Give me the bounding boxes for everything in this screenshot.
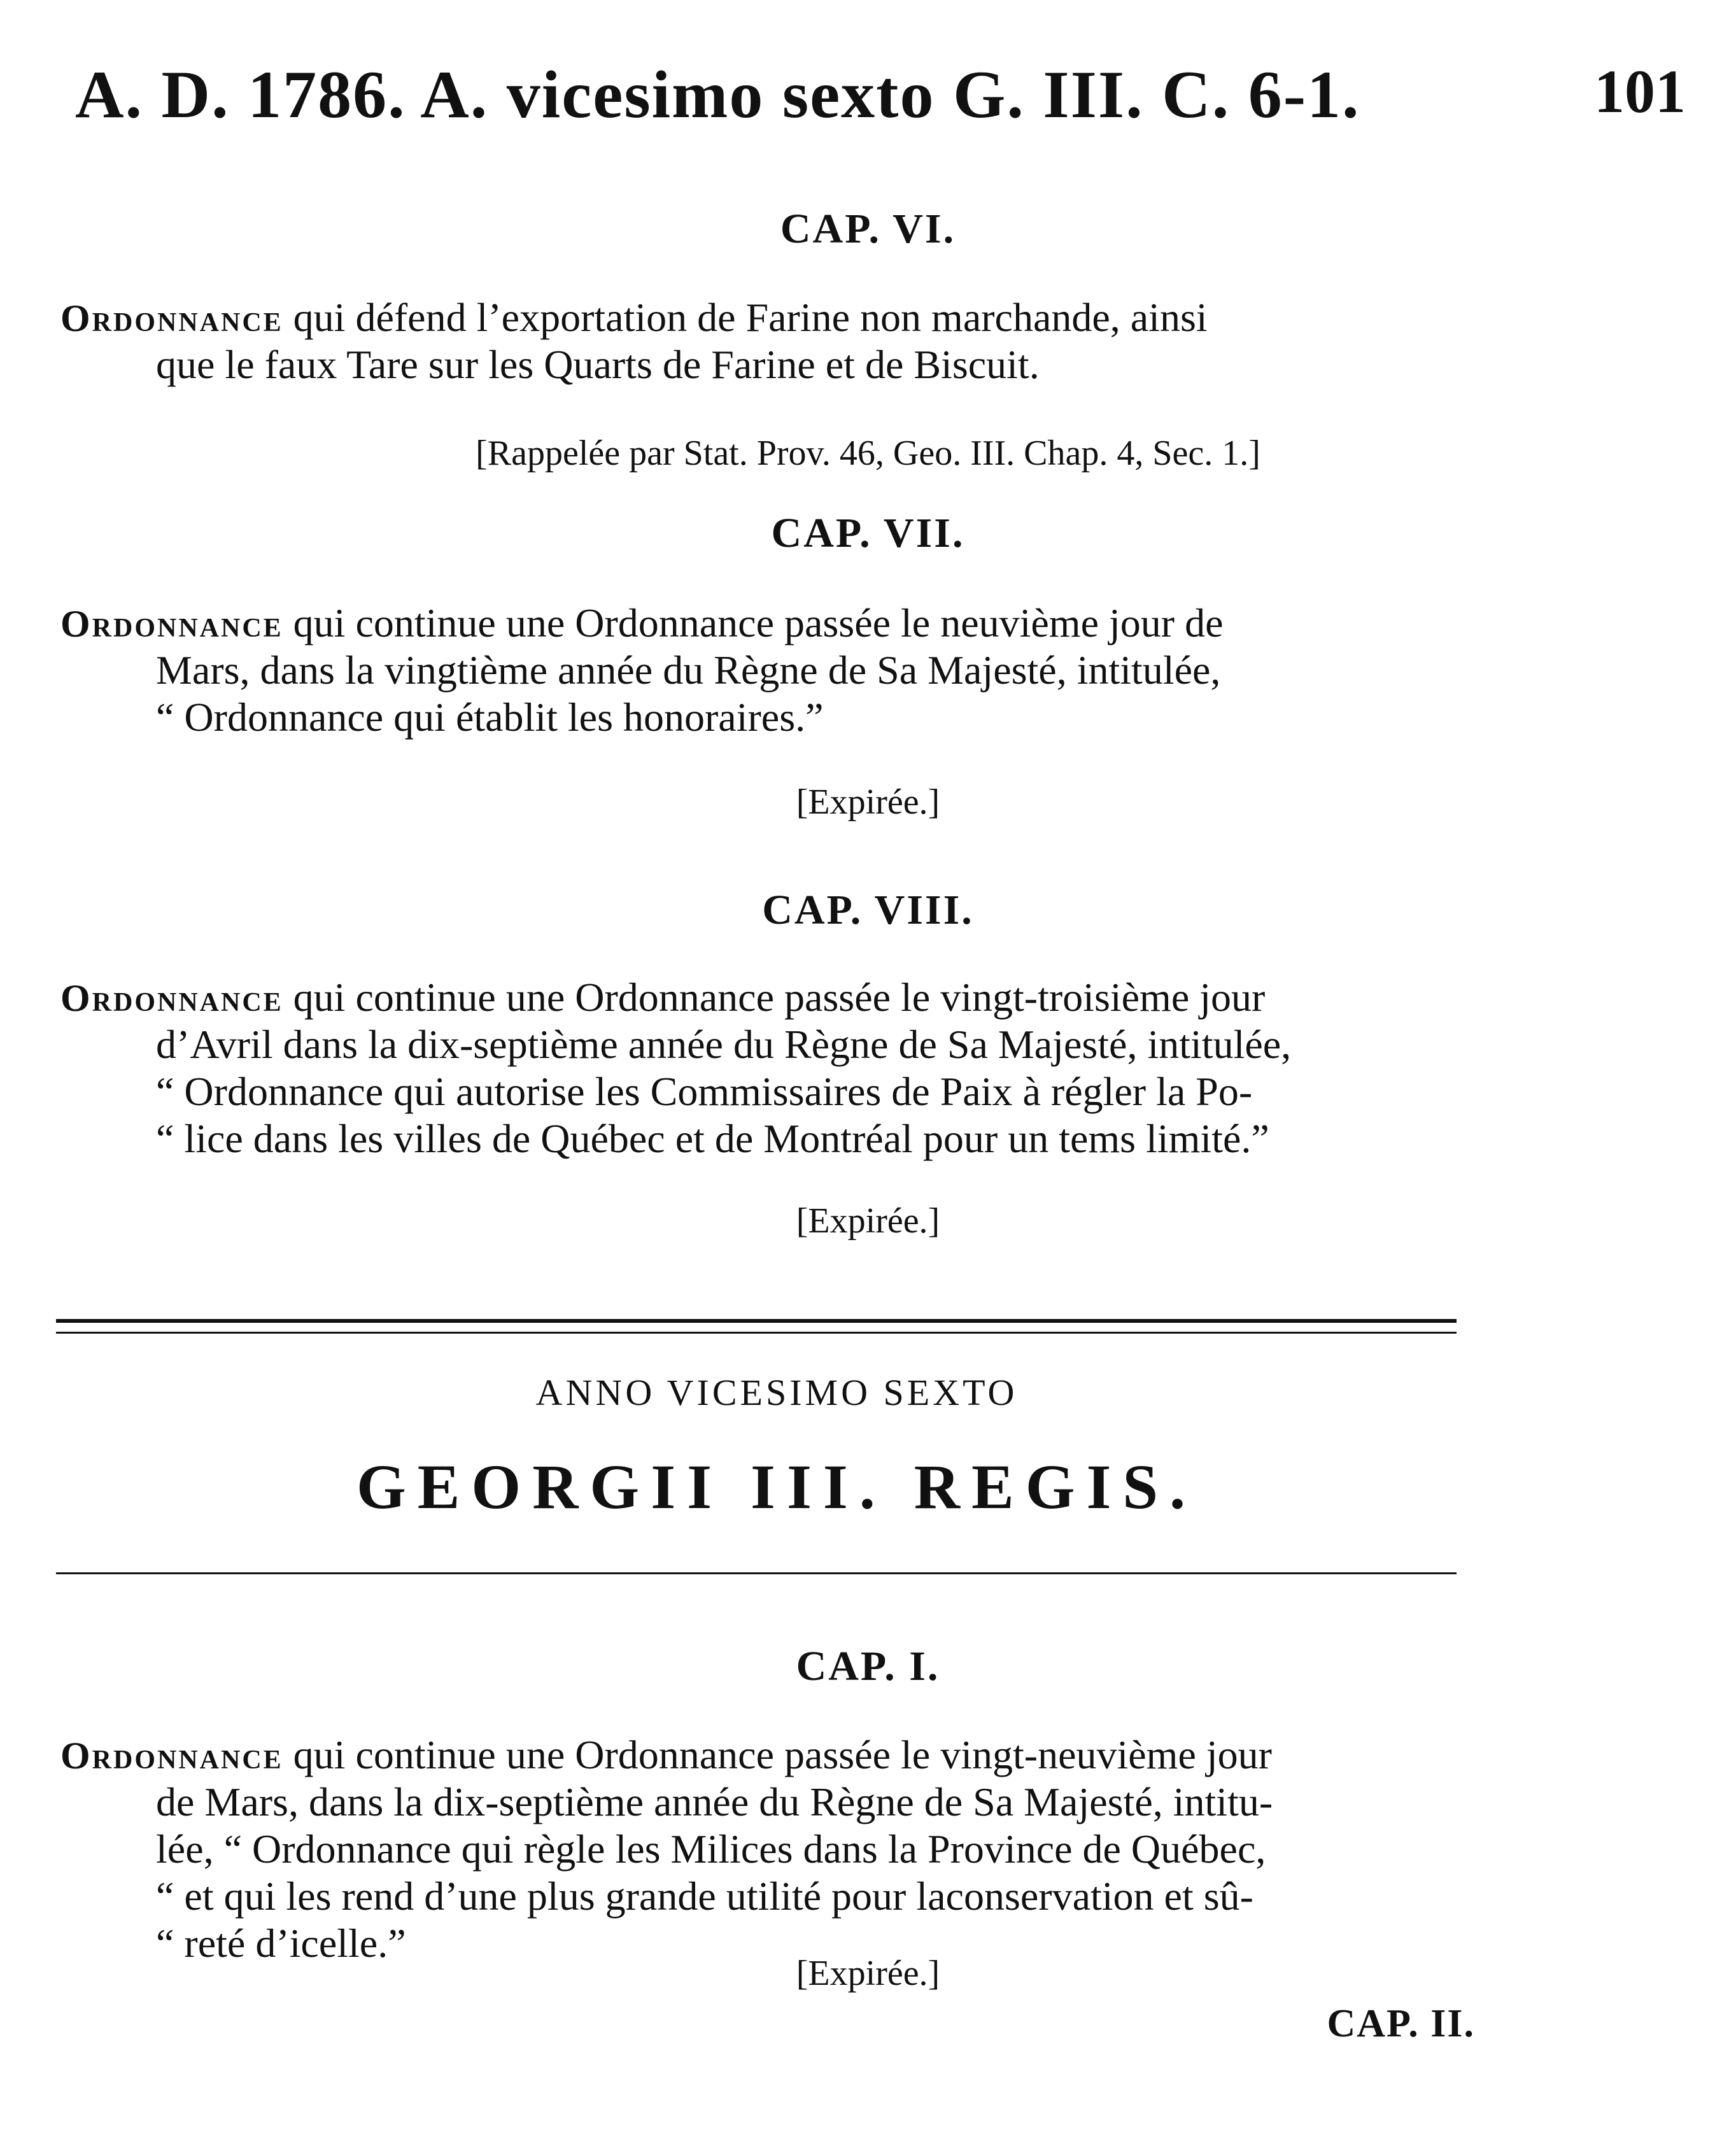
ordinance-lead-word: Ordonnance xyxy=(60,297,283,339)
anno-heading: ANNO VICESIMO SEXTO xyxy=(535,1372,1018,1413)
paragraph-line: “ et qui les rend d’une plus grande utilité pour laconservation et sû- xyxy=(156,1873,1253,1919)
ordinance-paragraph xyxy=(60,974,1493,1162)
paragraph-line: Ordonnance qui continue une Ordonnance passée le neuvième jour de xyxy=(60,600,1224,645)
paragraph-line: “ Ordonnance qui autorise les Commissaires de Paix à régler la Po- xyxy=(156,1069,1253,1114)
regis-heading: GEORGII III. REGIS. xyxy=(356,1451,1197,1522)
paragraph-line: de Mars, dans la dix-septième année du Règne de Sa Majesté, intitu- xyxy=(156,1779,1273,1824)
page-number: 101 xyxy=(1594,57,1686,125)
ordinance-paragraph xyxy=(60,294,1493,388)
paragraph-line: Ordonnance qui défend l’exportation de Farine non marchande, ainsi xyxy=(60,295,1208,340)
chapter-heading: CAP. VIII. xyxy=(762,887,974,933)
rule-divider xyxy=(56,1572,1457,1574)
double-rule-divider xyxy=(56,1319,1457,1334)
ordinance-lead-word: Ordonnance xyxy=(60,977,283,1019)
running-head xyxy=(75,56,1686,145)
paragraph-line: Ordonnance qui continue une Ordonnance passée le vingt-troisième jour xyxy=(60,975,1266,1020)
chapter-heading: CAP. VII. xyxy=(771,510,965,556)
paragraph-line: “ Ordonnance qui établit les honoraires.” xyxy=(156,695,824,740)
status-note: [Rappelée par Stat. Prov. 46, Geo. III. Chap. 4, Sec. 1.] xyxy=(476,434,1260,473)
ordinance-lead-word: Ordonnance xyxy=(60,603,283,645)
ordinance-paragraph xyxy=(60,600,1493,741)
ordinance-paragraph xyxy=(60,1731,1493,1967)
paragraph-line: Mars, dans la vingtième année du Règne de Sa Majesté, intitulée, xyxy=(156,647,1221,693)
paragraph-line: lée, “ Ordonnance qui règle les Milices dans la Province de Québec, xyxy=(156,1826,1266,1872)
status-note: [Expirée.] xyxy=(796,1201,940,1241)
status-note: [Expirée.] xyxy=(796,1954,940,1993)
catchword: CAP. II. xyxy=(1327,2002,1475,2045)
running-title: A. D. 1786. A. vicesimo sexto G. III. C. 6-1. xyxy=(75,57,1360,132)
chapter-heading: CAP. VI. xyxy=(780,206,956,252)
paragraph-line: “ lice dans les villes de Québec et de Montréal pour un tems limité.” xyxy=(156,1116,1269,1161)
paragraph-line: “ reté d’icelle.” xyxy=(156,1921,406,1966)
chapter-heading: CAP. I. xyxy=(796,1643,940,1689)
paragraph-line: Ordonnance qui continue une Ordonnance passée le vingt-neuvième jour xyxy=(60,1732,1272,1777)
paragraph-line: que le faux Tare sur les Quarts de Farine et de Biscuit. xyxy=(156,342,1040,387)
paragraph-line: d’Avril dans la dix-septième année du Règne de Sa Majesté, intitulée, xyxy=(156,1022,1292,1067)
ordinance-lead-word: Ordonnance xyxy=(60,1735,283,1777)
status-note: [Expirée.] xyxy=(796,782,940,822)
